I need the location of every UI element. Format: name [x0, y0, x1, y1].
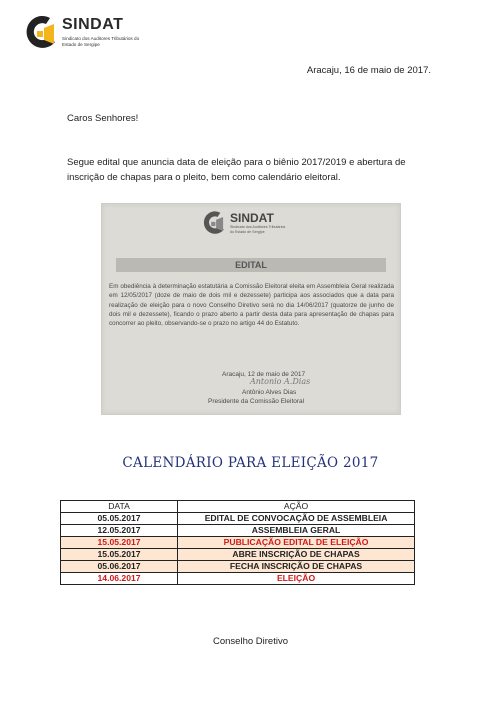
sindat-logo	[24, 14, 184, 54]
row-action: FECHA INSCRIÇÃO DE CHAPAS	[178, 561, 415, 573]
table-header-row	[61, 501, 415, 513]
election-calendar-table	[60, 500, 415, 585]
column-header-date: DATA	[61, 501, 178, 513]
row-action: ASSEMBLEIA GERAL	[178, 525, 415, 537]
row-action: EDITAL DE CONVOCAÇÃO DE ASSEMBLEIA	[178, 513, 415, 525]
table-row	[61, 537, 415, 549]
calendar-title: CALENDÁRIO PARA ELEIÇÃO 2017	[122, 455, 379, 471]
intro-paragraph: Segue edital que anuncia data de eleição para o biênio 2017/2019 e abertura de inscrição de chapas para o pleito, bem como calendário eleitoral.	[67, 157, 406, 183]
clipping-org-subtitle: Sindicato dos Auditores Tributários do Estado de Sergipe	[230, 225, 286, 234]
closing-signature: Conselho Diretivo	[213, 636, 288, 647]
row-action: ABRE INSCRIÇÃO DE CHAPAS	[178, 549, 415, 561]
table-row	[61, 525, 415, 537]
row-action: PUBLICAÇÃO EDITAL DE ELEIÇÃO	[178, 537, 415, 549]
handwritten-signature: Antonio A.Dias	[250, 377, 311, 386]
sindat-emblem-icon	[202, 210, 226, 238]
row-date: 12.05.2017	[61, 525, 178, 537]
row-date: 15.05.2017	[61, 549, 178, 561]
table-row	[61, 573, 415, 585]
clipping-logo	[202, 210, 322, 238]
table-row	[61, 513, 415, 525]
greeting: Caros Senhores!	[67, 113, 139, 124]
row-date: 14.06.2017	[61, 573, 178, 585]
row-action: ELEIÇÃO	[178, 573, 415, 585]
org-name: SINDAT	[62, 16, 124, 33]
sindat-emblem-icon	[24, 14, 58, 54]
letter-date: Aracaju, 16 de maio de 2017.	[306, 65, 431, 76]
edital-clipping	[101, 203, 401, 415]
clipping-signatory: Antônio Alves Dias	[242, 389, 297, 396]
column-header-action: AÇÃO	[178, 501, 415, 513]
row-date: 05.05.2017	[61, 513, 178, 525]
clipping-title: EDITAL	[116, 258, 386, 272]
clipping-body: Em obediência à determinação estatutária a Comissão Eleitoral eleita em Assembleia Geral realizada em 12/05/2017 (doze de maio de dois mil e dezessete) participa aos associados que a data para realização de eleição para o novo Conselho Diretivo será no dia 14/06/2017 (quatorze de junho de dois mil e dezessete), ficando o prazo aberto a partir desta data para apresentação de chapas para concorrer ao pleito, observando-se o prazo no artigo 44 do Estatuto.	[109, 283, 394, 328]
clipping-place-date: Aracaju, 12 de maio de 2017	[222, 371, 306, 378]
table-row	[61, 561, 415, 573]
clipping-org-name: SINDAT	[230, 211, 274, 225]
org-subtitle: Sindicato dos Auditores Tributários do Estado de Sergipe	[62, 36, 140, 47]
row-date: 05.06.2017	[61, 561, 178, 573]
row-date: 15.05.2017	[61, 537, 178, 549]
table-row	[61, 549, 415, 561]
clipping-signatory-role: Presidente da Comissão Eleitoral	[208, 398, 305, 405]
